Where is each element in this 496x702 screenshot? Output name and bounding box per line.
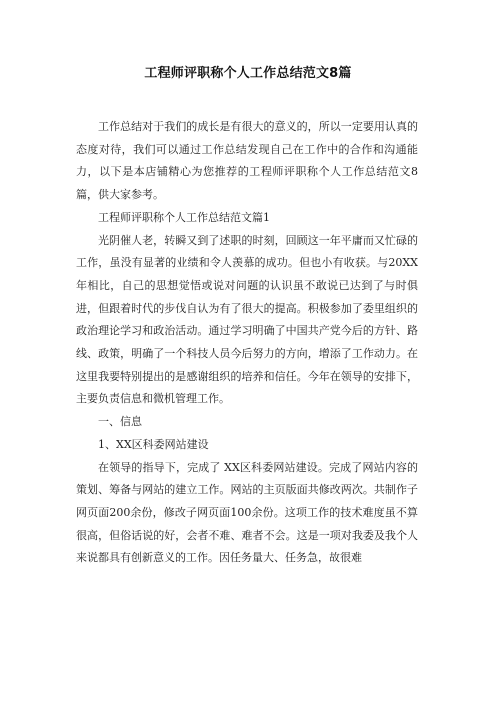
section-heading: 工程师评职称个人工作总结范文篇1 [98,210,270,224]
document-title: 工程师评职称个人工作总结范文8篇 [144,66,352,81]
body-paragraph: 光阴催人老，转瞬又到了述职的时刻，回顾这一年平庸而又忙碌的工作，虽没有显著的业绩和令人羡慕的成功。但也小有收获。与20XX 年相比，自己的思想觉悟或说对问题的认识虽不敢说已达到了与时俱进，但跟着时代的步伐自认为有了很大的提高。积极参加了委里组织的政治理论学习和政治活动。通过学习明确了中国共产党今后的方针、路线、政策，明确了一个科技人员今后努力的方向，增添了工作动力。在这里我要特别提出的是感谢组织的培养和信任。今年在领导的安排下，主要负责信息和微机管理工作。 [76,233,418,406]
item-heading: 1、XX区科委网站建设 [98,437,209,451]
subsection-heading: 一、信息 [98,415,142,429]
body-paragraph: 在领导的指导下，完成了 XX区科委网站建设。完成了网站内容的策划、筹备与网站的建立工作。网站的主页版面共修改两次。共制作子网页面200余份，修改子网页面100余份。这项工作的技术难度虽不算很高，但俗话说的好，会者不难、难者不会。这是一项对我委及我个人来说都具有创新意义的工作。因任务量大、任务急，故很难 [76,460,418,565]
intro-paragraph: 工作总结对于我们的成长是有很大的意义的，所以一定要用认真的态度对待，我们可以通过工作总结发现自己在工作中的合作和沟通能力，以下是本店铺精心为您推荐的工程师评职称个人工作总结范文8篇，供大家参考。 [76,120,418,202]
document-body [76,116,418,570]
